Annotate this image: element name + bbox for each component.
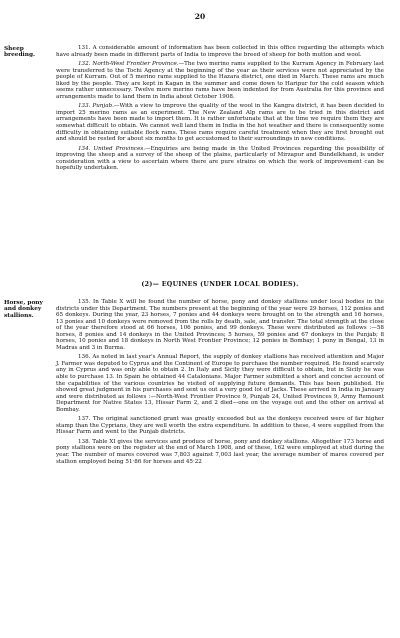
paragraph-133-text: —With a view to improve the quality of the wool in the Kangra district, it has been decided to import 25 merino rams as an experiment. The New Zealand Alp rams are to be tried in this district and arrangements have been made to import them. It is rather unfortunate that at the time we require them they are somewhat difficult to obtain. We cannot well land them in India in the hot weather and there is consequently some difficulty in obtaining suitable flock rams. These rams require careful treatment when they are first brought out and should be rested for about six months to get accustomed to their surroundings in new conditions.	[56, 103, 384, 143]
paragraph-133	[56, 103, 384, 142]
paragraph-135: 135. In Table X will be found the number of horse, pony and donkey stallions under local bodies in the districts under this Department. The numbers present at the beginning of the year were 29 horses, 112 ponies and 65 donkeys. During the year, 23 horses, 7 ponies and 44 donkeys were brought on to the strength and 16 horses, 13 ponies and 10 donkeys were removed from the rolls by death, sale, and transfer. The total strength at the close of the year therefore stood at 66 horses, 106 ponies, and 99 donkeys. These were distributed as follows :—58 horses, 8 ponies and 14 donkeys in the United Provinces; 5 horses, 59 ponies and 67 donkeys in the Punjab; 8 horses, 10 ponies and 18 donkeys in North West Frontier Province; 12 ponies in Bombay; 1 pony in Bengal, 13 in Madras and 3 in Burma.	[56, 299, 384, 351]
paragraph-136: 136. As noted in last year's Annual Report, the supply of donkey stallions has received attention and Major J. Farmer was deputed to Cyprus and the Continent of Europe to purchase the number required. He found scarcely any in Cyprus and was only able to obtain 2. In Italy and Sicily they were difficult to obtain, but in Sicily he was able to purchase 13. In Spain he obtained 44 Catalonians. Major Farmer submitted a short and concise account of the capabilities of the various countries he visited of supplying future demands. This has been published. He showed great judgment in his purchases and sent us out a very good lot of Jacks. These arrived in India in January and were distributed as follows :—North-West Frontier Province 9, Punjab 24, United Provinces 9, Army Remount Department for Native States 13, Hissar Farm 2, and 2 died—one on the voyage out and the other on arrival at Bombay.	[56, 354, 384, 413]
paragraph-134	[56, 146, 384, 172]
paragraph-134-text: —Enquiries are being made in the United Provinces regarding the possibility of improving the sheep and a survey of the sheep of the plains, particularly of Mirzapur and Bundelkhand, is under consideration with a view to ascertain where there are pure strains on which the work of improvement can be hopefully undertaken.	[56, 145, 384, 172]
section-equines-text	[56, 299, 384, 468]
paragraph-132	[56, 61, 384, 100]
section-sheep-text	[56, 45, 384, 175]
paragraph-134-label: 134. United Provinces.	[78, 145, 146, 152]
paragraph-132-text: —The two merino rams supplied to the Kurram Agency in February last were transferred to the Tochi Agency at the beginning of the year as their services were not appreciated by the people of Kurram. Out of 5 merino rams supplied to the Hazara district, one died in March. These rams are much liked by the people. They are kept in Kagan in the summer and come down to Haripur for the cold season which seems rather unnecessary. Twelve more merino rams have been indented for from Australia for this province and arrangements made to land them in India about October 1908.	[56, 61, 384, 100]
paragraph-133-label: 133. Punjab.	[78, 103, 114, 110]
sidenote-horse-pony-donkey: Horse, pony and donkey stallions.	[4, 300, 43, 319]
paragraph-138: 138. Table XI gives the services and produce of horse, pony and donkey stallions. Altogether 173 horse and pony stallions were on the register at the end of March 1908, and of these, 162 were employed at stud during the year. The number of mares covered was 7,803 against 7,003 last year, the average number of mares covered per stallion employed being 51·86 for horses and 45·22	[56, 438, 384, 465]
section-heading-equines: (2)— EQUINES (UNDER LOCAL BODIES).	[141, 281, 299, 288]
paragraph-137: 137. The original sanctioned grant was greatly exceeded but as the donkeys received were of far higher stamp than the Cyprians, they are well worth the extra expenditure. In addition to these, 4 were supplied from the Hissar Farm and went to the Punjab districts.	[56, 416, 384, 436]
page-number: 20	[194, 12, 206, 21]
paragraph-131: 131. A considerable amount of information has been collected in this office regarding the attempts which have already been made in different parts of India to improve the breed of sheep for both mutton and wool.	[56, 45, 384, 58]
paragraph-132-label: 132. North-West Frontier Province.	[78, 61, 179, 68]
sidenote-sheep-breeding: Sheep breeding.	[4, 46, 36, 59]
